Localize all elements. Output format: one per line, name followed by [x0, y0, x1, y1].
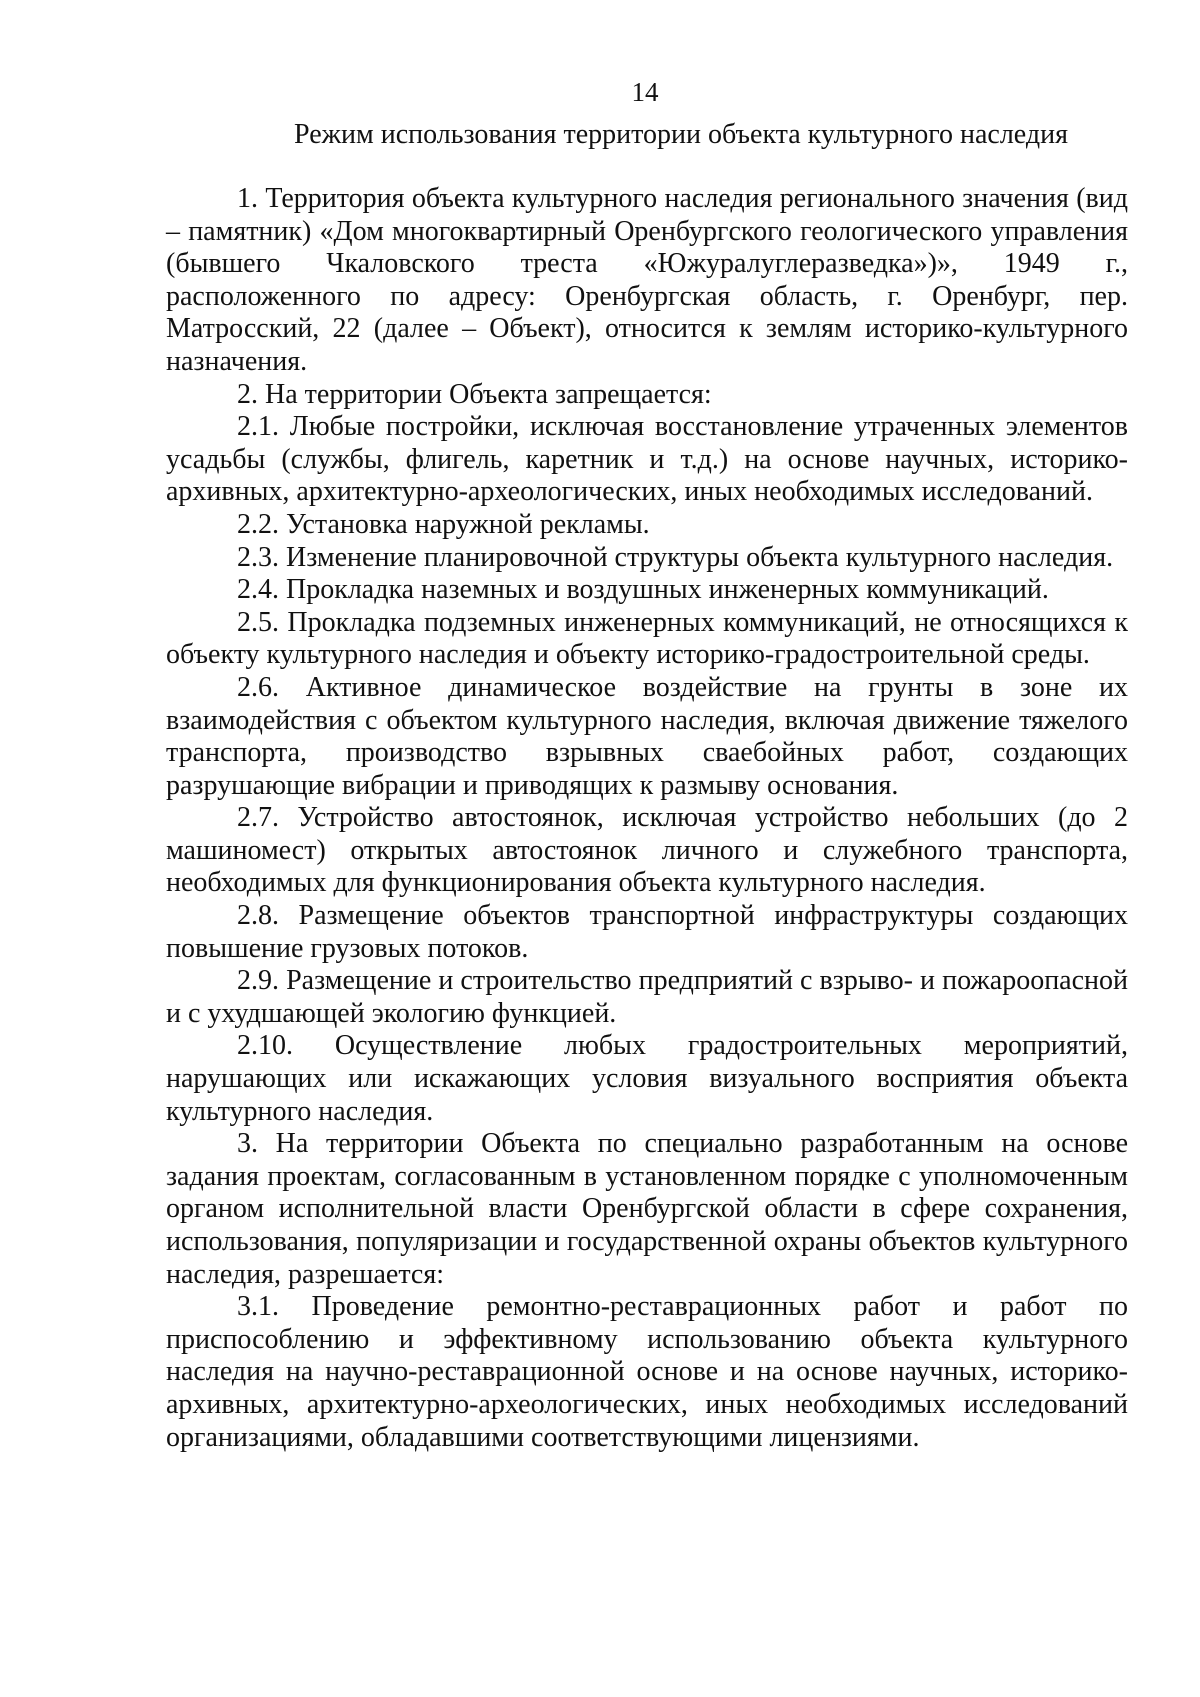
document-body	[166, 183, 1128, 1454]
paragraph-2-1: 2.1. Любые постройки, исключая восстановление утраченных элементов усадьбы (службы, флигель, каретник и т.д.) на основе научных, историко-архивных, архитектурно-археологических, иных необходимых исследований.	[166, 411, 1128, 508]
paragraph-2-7: 2.7. Устройство автостоянок, исключая устройство небольших (до 2 машиномест) открытых автостоянок личного и служебного транспорта, необходимых для функционирования объекта культурного наследия.	[166, 802, 1128, 899]
paragraph-2-4: 2.4. Прокладка наземных и воздушных инженерных коммуникаций.	[237, 574, 1049, 606]
page-number: 14	[631, 77, 659, 107]
paragraph-2-10: 2.10. Осуществление любых градостроительных мероприятий, нарушающих или искажающих условия визуального восприятия объекта культурного наследия.	[166, 1030, 1128, 1127]
paragraph-2: 2. На территории Объекта запрещается:	[237, 378, 712, 410]
document-title: Режим использования территории объекта культурного наследия	[294, 119, 1068, 150]
paragraph-2-8: 2.8. Размещение объектов транспортной инфраструктуры создающих повышение грузовых потоков.	[166, 900, 1128, 964]
paragraph-2-6: 2.6. Активное динамическое воздействие на грунты в зоне их взаимодействия с объектом культурного наследия, включая движение тяжелого транспорта, производство взрывных сваебойных работ, создающих разрушающие вибрации и приводящих к размыву основания.	[166, 671, 1128, 801]
paragraph-3-1: 3.1. Проведение ремонтно-реставрационных работ и работ по приспособлению и эффективному использованию объекта культурного наследия на научно-реставрационной основе и на основе научных, историко-архивных, архитектурно-археологических, иных необходимых исследований организациями, обладавшими соответствующими лицензиями.	[166, 1291, 1128, 1453]
paragraph-2-5: 2.5. Прокладка подземных инженерных коммуникаций, не относящихся к объекту культурного наследия и объекту историко-градостроительной среды.	[166, 606, 1128, 671]
paragraph-1: 1. Территория объекта культурного наследия регионального значения (вид – памятник) «Дом многоквартирный Оренбургского геологического управления (бывшего Чкаловского треста «Южуралуглеразведка»)», 1949 г., расположенного по адресу: Оренбургская область, г. Оренбург, пер. Матросский, 22 (далее – Объект), относится к землям историко-культурного назначения.	[166, 183, 1128, 377]
paragraph-2-2: 2.2. Установка наружной рекламы.	[237, 508, 650, 540]
paragraph-2-9: 2.9. Размещение и строительство предприятий с взрыво- и пожароопасной и с ухудшающей экологию функцией.	[166, 965, 1128, 1029]
paragraph-3: 3. На территории Объекта по специально разработанным на основе задания проектам, согласованным в установленном порядке с уполномоченным органом исполнительной власти Оренбургской области в сфере сохранения, использования, популяризации и государственной охраны объектов культурного наследия, разрешается:	[166, 1128, 1128, 1290]
paragraph-2-3: 2.3. Изменение планировочной структуры объекта культурного наследия.	[237, 541, 1114, 573]
